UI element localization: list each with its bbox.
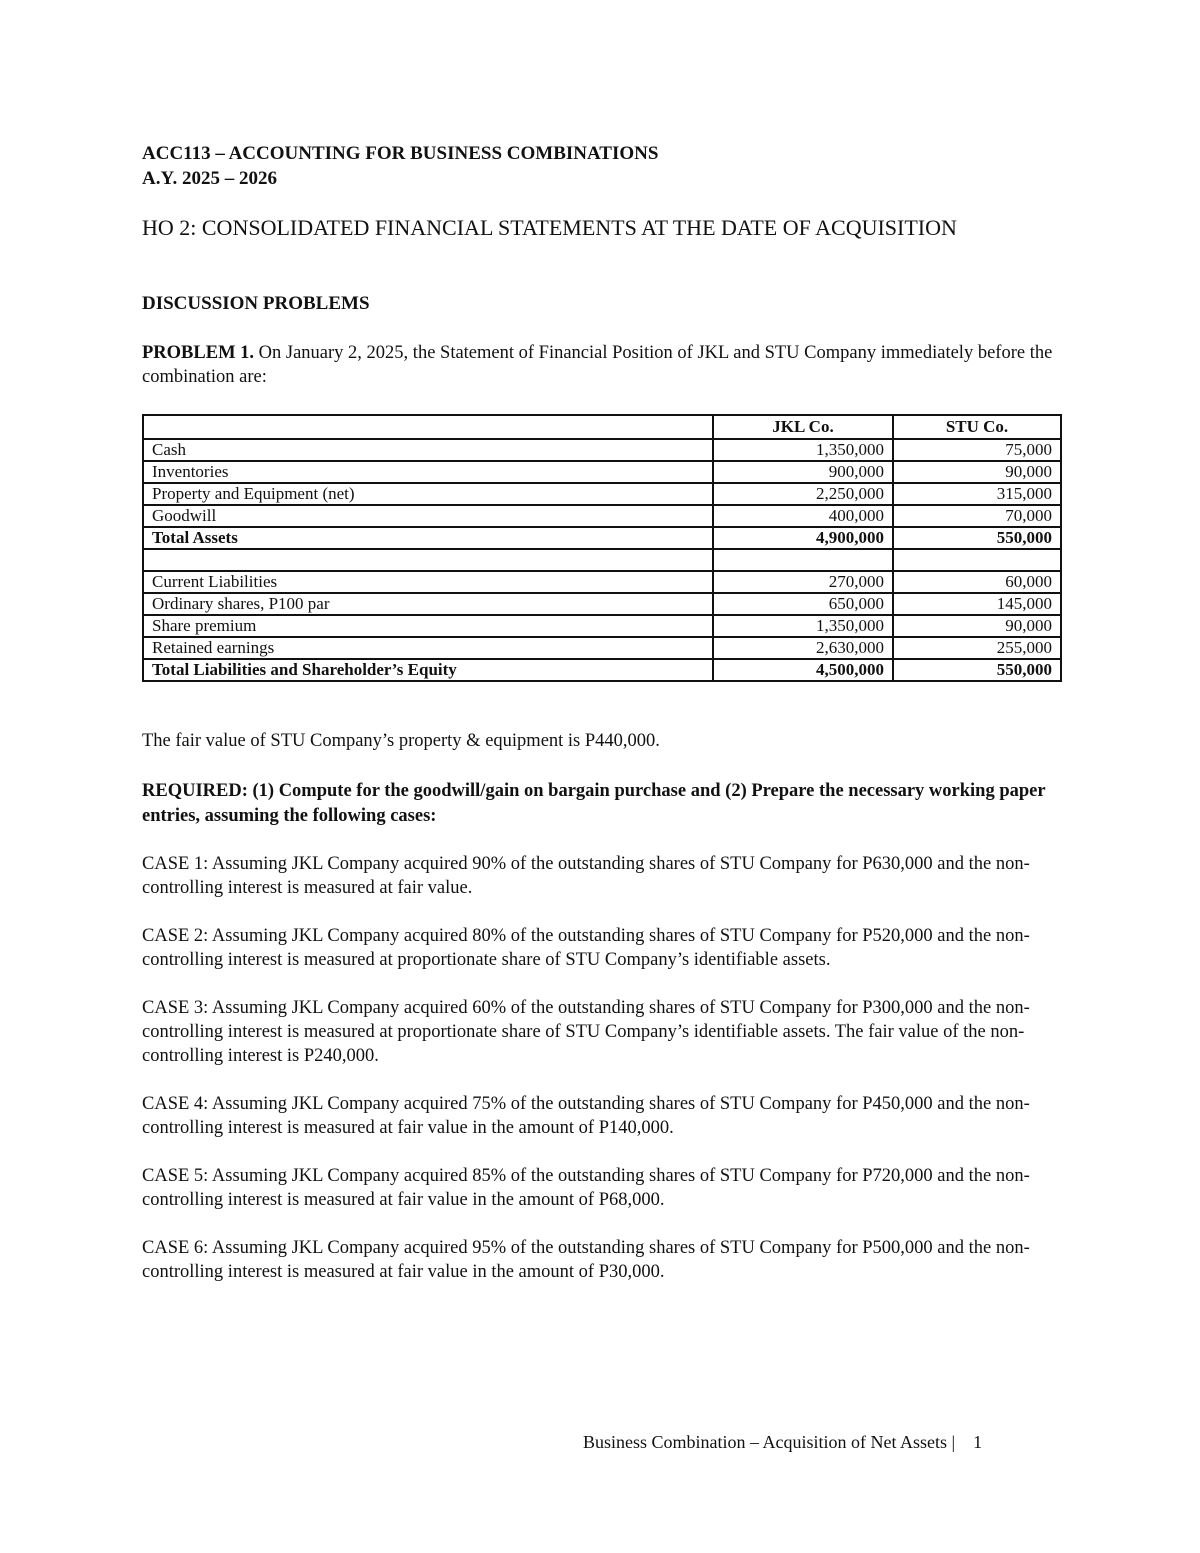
- table-row: [143, 483, 1061, 505]
- table-row: [143, 505, 1061, 527]
- required-instructions: REQUIRED: (1) Compute for the goodwill/gain on bargain purchase and (2) Prepare the necessary working paper entries, assuming the following cases:: [142, 781, 1046, 826]
- jkl-value: [713, 549, 893, 571]
- case-4: CASE 4: Assuming JKL Company acquired 75% of the outstanding shares of STU Company for P450,000 and the non-controlling interest is measured at fair value in the amount of P140,000.: [142, 1094, 1030, 1138]
- row-label: Share premium: [143, 615, 713, 637]
- stu-value: 550,000: [893, 659, 1061, 681]
- jkl-value: 1,350,000: [713, 615, 893, 637]
- table-row: [143, 461, 1061, 483]
- row-label: Goodwill: [143, 505, 713, 527]
- row-label: [143, 549, 713, 571]
- academic-year: A.Y. 2025 – 2026: [142, 168, 277, 189]
- table-header-blank: [143, 415, 713, 439]
- total-assets-row: [143, 527, 1061, 549]
- handout-title: HO 2: CONSOLIDATED FINANCIAL STATEMENTS AT THE DATE OF ACQUISITION: [142, 215, 957, 240]
- table-row: [143, 571, 1061, 593]
- stu-value: 315,000: [893, 483, 1061, 505]
- table-row: [143, 637, 1061, 659]
- table-header-row: [143, 415, 1061, 439]
- jkl-value: 270,000: [713, 571, 893, 593]
- stu-value: [893, 549, 1061, 571]
- stu-value: 75,000: [893, 439, 1061, 461]
- page-number: 1: [973, 1432, 983, 1452]
- row-label: Property and Equipment (net): [143, 483, 713, 505]
- row-label: Total Assets: [143, 527, 713, 549]
- section-title: DISCUSSION PROBLEMS: [142, 293, 370, 314]
- jkl-value: 4,500,000: [713, 659, 893, 681]
- total-liabilities-equity-row: [143, 659, 1061, 681]
- cases-list: [142, 852, 1072, 1308]
- row-label: Inventories: [143, 461, 713, 483]
- jkl-value: 900,000: [713, 461, 893, 483]
- case-1: CASE 1: Assuming JKL Company acquired 90% of the outstanding shares of STU Company for P630,000 and the non-controlling interest is measured at fair value.: [142, 854, 1030, 898]
- stu-value: 550,000: [893, 527, 1061, 549]
- jkl-value: 400,000: [713, 505, 893, 527]
- stu-value: 90,000: [893, 615, 1061, 637]
- table-row: [143, 615, 1061, 637]
- table-header-stu: STU Co.: [893, 415, 1061, 439]
- table-row: [143, 593, 1061, 615]
- case-3: CASE 3: Assuming JKL Company acquired 60% of the outstanding shares of STU Company for P300,000 and the non-controlling interest is measured at proportionate share of STU Company’s identifiable assets. The fair value of the non-controlling interest is P240,000.: [142, 998, 1030, 1066]
- footer-text: Business Combination – Acquisition of Net Assets |: [583, 1432, 956, 1452]
- problem-label: PROBLEM 1.: [142, 343, 255, 363]
- case-2: CASE 2: Assuming JKL Company acquired 80% of the outstanding shares of STU Company for P520,000 and the non-controlling interest is measured at proportionate share of STU Company’s identifiable assets.: [142, 926, 1030, 970]
- page-footer: [583, 1432, 982, 1453]
- jkl-value: 1,350,000: [713, 439, 893, 461]
- fair-value-note: The fair value of STU Company’s property & equipment is P440,000.: [142, 731, 660, 751]
- row-label: Ordinary shares, P100 par: [143, 593, 713, 615]
- table-row: [143, 439, 1061, 461]
- blank-row: [143, 549, 1061, 571]
- course-header: [142, 141, 658, 191]
- jkl-value: 2,250,000: [713, 483, 893, 505]
- stu-value: 145,000: [893, 593, 1061, 615]
- row-label: Total Liabilities and Shareholder’s Equity: [143, 659, 713, 681]
- stu-value: 70,000: [893, 505, 1061, 527]
- case-6: CASE 6: Assuming JKL Company acquired 95% of the outstanding shares of STU Company for P500,000 and the non-controlling interest is measured at fair value in the amount of P30,000.: [142, 1238, 1030, 1282]
- jkl-value: 650,000: [713, 593, 893, 615]
- stu-value: 90,000: [893, 461, 1061, 483]
- financial-position-table: [142, 414, 1062, 682]
- row-label: Retained earnings: [143, 637, 713, 659]
- case-5: CASE 5: Assuming JKL Company acquired 85% of the outstanding shares of STU Company for P720,000 and the non-controlling interest is measured at fair value in the amount of P68,000.: [142, 1166, 1030, 1210]
- row-label: Cash: [143, 439, 713, 461]
- table-header-jkl: JKL Co.: [713, 415, 893, 439]
- jkl-value: 4,900,000: [713, 527, 893, 549]
- problem-intro: [142, 341, 1062, 389]
- stu-value: 255,000: [893, 637, 1061, 659]
- jkl-value: 2,630,000: [713, 637, 893, 659]
- stu-value: 60,000: [893, 571, 1061, 593]
- problem-text: On January 2, 2025, the Statement of Financial Position of JKL and STU Company immediately before the combination are:: [142, 343, 1053, 387]
- course-title: ACC113 – ACCOUNTING FOR BUSINESS COMBINATIONS: [142, 143, 659, 164]
- row-label: Current Liabilities: [143, 571, 713, 593]
